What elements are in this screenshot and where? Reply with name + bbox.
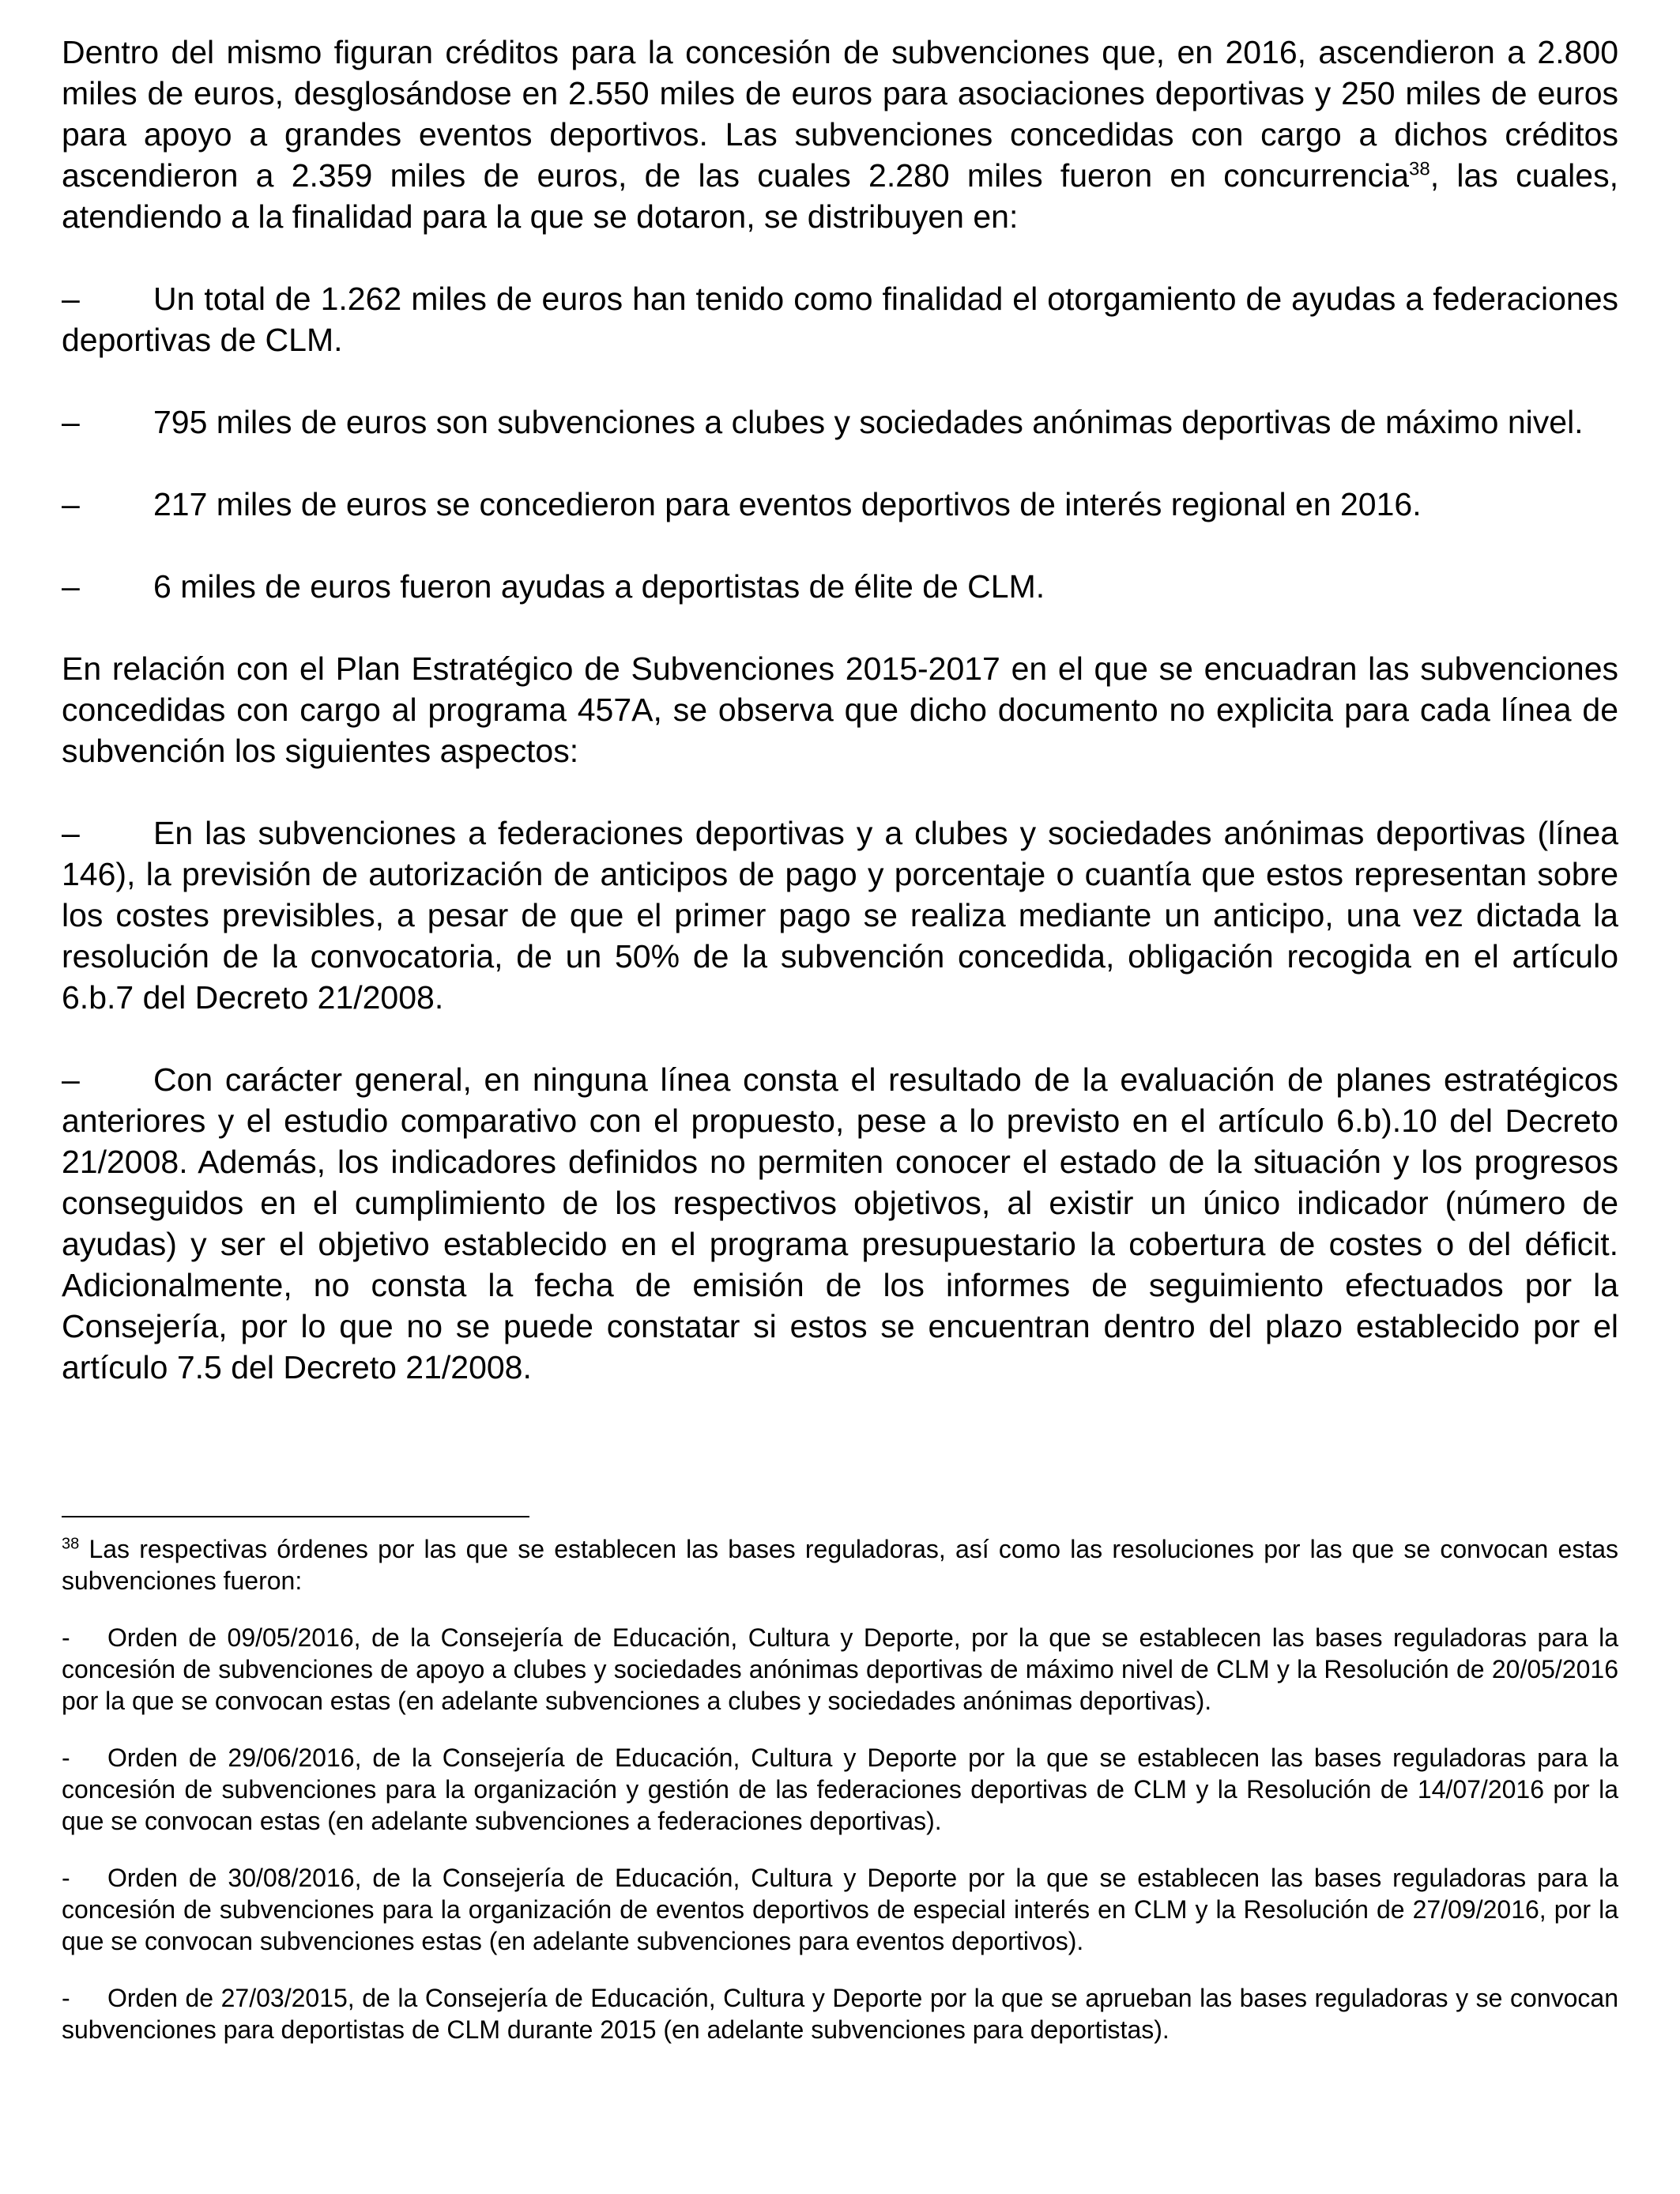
footnote-dash: - (62, 1984, 70, 2012)
bullet-dash: – (62, 404, 80, 440)
document-body (62, 32, 1618, 1429)
bullet-dash: – (62, 281, 80, 317)
footnote-dash: - (62, 1864, 70, 1892)
list-item-text: Con carácter general, en ninguna línea consta el resultado de la evaluación de planes estratégicos anteriores y el estudio comparativo con el propuesto, pese a lo previsto en el artículo 6.b).10 del Decreto 21/2008. Además, los indicadores definidos no permiten conocer el estado de la situación y los progresos conseguidos en el cumplimiento de los respectivos objetivos, al existir un único indicador (número de ayudas) y ser el objetivo establecido en el programa presupuestario la cobertura de costes o del déficit. Adicionalmente, no consta la fecha de emisión de los informes de seguimiento efectuados por la Consejería, por lo que no se puede constatar si estos se encuentran dentro del plazo establecido por el artículo 7.5 del Decreto 21/2008. (62, 1061, 1618, 1385)
bullet-dash: – (62, 815, 80, 851)
list-item (62, 401, 1618, 443)
footnote-dash: - (62, 1623, 70, 1652)
list-item-text: 217 miles de euros se concedieron para eventos deportivos de interés regional en 2016. (153, 486, 1422, 522)
bullet-dash: – (62, 1061, 80, 1098)
footnote-item (62, 1862, 1618, 1957)
footnote-number: 38 (62, 1535, 80, 1553)
footnote-reference[interactable]: 38 (1409, 158, 1430, 180)
intro-paragraph (62, 32, 1618, 237)
list-item (62, 484, 1618, 525)
list-item-text: En las subvenciones a federaciones deportivas y a clubes y sociedades anónimas deportivas (línea 146), la previsión de autorización de anticipos de pago y porcentaje o cuantía que estos representan sobre los costes previsibles, a pesar de que el primer pago se realiza mediante un anticipo, una vez dictada la resolución de la convocatoria, de un 50% de la subvención concedida, obligación recogida en el artículo 6.b.7 del Decreto 21/2008. (62, 815, 1618, 1016)
footnotes-section (62, 1516, 1618, 2071)
footnote-item-text: Orden de 30/08/2016, de la Consejería de Educación, Cultura y Deporte por la que se establecen las bases reguladoras para la concesión de subvenciones para la organización de eventos deportivos de especial interés en CLM y la Resolución de 27/09/2016, por la que se convocan subvenciones estas (en adelante subvenciones para eventos deportivos). (62, 1864, 1618, 1955)
bullet-dash: – (62, 486, 80, 522)
footnote-dash: - (62, 1744, 70, 1772)
list-item (62, 566, 1618, 607)
plan-paragraph: En relación con el Plan Estratégico de Subvenciones 2015-2017 en el que se encuadran las subvenciones concedidas con cargo al programa 457A, se observa que dicho documento no explicita para cada línea de subvención los siguientes aspectos: (62, 650, 1618, 769)
intro-text-after: , las cuales, atendiendo a la finalidad para la que se dotaron, se distribuyen en: (62, 157, 1618, 235)
list-item (62, 278, 1618, 360)
footnote-intro-text: Las respectivas órdenes por las que se establecen las bases reguladoras, así como las resoluciones por las que se convocan estas subvenciones fueron: (62, 1535, 1618, 1595)
footnote-intro (62, 1533, 1618, 1596)
footnote-item-text: Orden de 29/06/2016, de la Consejería de Educación, Cultura y Deporte por la que se establecen las bases reguladoras para la concesión de subvenciones para la organización y gestión de las federaciones deportivas de CLM y la Resolución de 14/07/2016 por la que se convocan estas (en adelante subvenciones a federaciones deportivas). (62, 1744, 1618, 1835)
list-item (62, 1059, 1618, 1388)
list-item-text: Un total de 1.262 miles de euros han tenido como finalidad el otorgamiento de ayudas a federaciones deportivas de CLM. (62, 281, 1618, 358)
footnote-item (62, 1622, 1618, 1717)
footnote-item-text: Orden de 09/05/2016, de la Consejería de Educación, Cultura y Deporte, por la que se establecen las bases reguladoras para la concesión de subvenciones de apoyo a clubes y sociedades anónimas deportivas de máximo nivel de CLM y la Resolución de 20/05/2016 por la que se convocan estas (en adelante subvenciones a clubes y sociedades anónimas deportivas). (62, 1623, 1618, 1715)
list-item-text: 795 miles de euros son subvenciones a clubes y sociedades anónimas deportivas de máximo nivel. (153, 404, 1584, 440)
list-item (62, 812, 1618, 1018)
footnote-item-text: Orden de 27/03/2015, de la Consejería de Educación, Cultura y Deporte por la que se aprueban las bases reguladoras y se convocan subvenciones para deportistas de CLM durante 2015 (en adelante subvenciones para deportistas). (62, 1984, 1618, 2044)
footnote-item (62, 1742, 1618, 1837)
intro-text-before: Dentro del mismo figuran créditos para la concesión de subvenciones que, en 2016, ascendieron a 2.800 miles de euros, desglosándose en 2.550 miles de euros para asociaciones deportivas y 250 miles de euros para apoyo a grandes eventos deportivos. Las subvenciones concedidas con cargo a dichos créditos ascendieron a 2.359 miles de euros, de las cuales 2.280 miles fueron en concurrencia (62, 34, 1618, 194)
footnote-separator (62, 1516, 529, 1517)
footnote-item (62, 1982, 1618, 2045)
bullet-dash: – (62, 568, 80, 605)
list-item-text: 6 miles de euros fueron ayudas a deportistas de élite de CLM. (153, 568, 1045, 605)
